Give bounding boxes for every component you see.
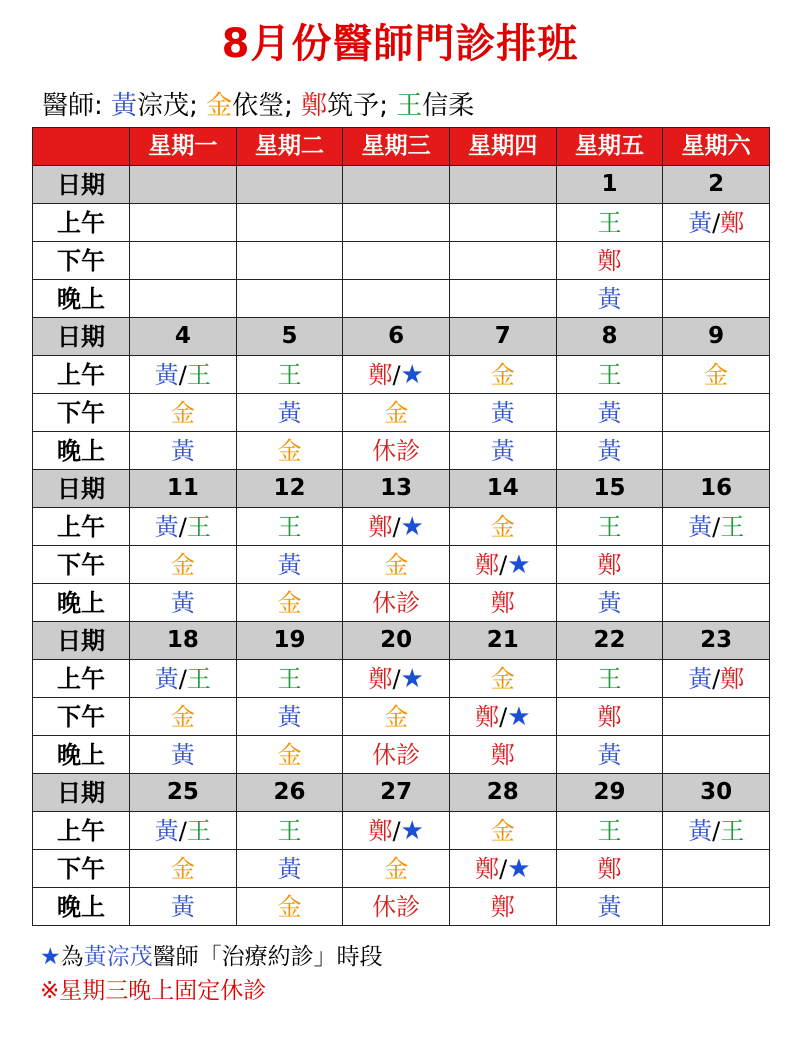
schedule-cell	[130, 850, 237, 888]
schedule-cell	[663, 660, 770, 698]
date-cell: 9	[663, 318, 770, 356]
schedule-cell	[343, 394, 450, 432]
page-title: 8月份醫師門診排班	[221, 21, 579, 67]
slash-separator: /	[178, 512, 187, 541]
doctor-gold: 金	[277, 588, 302, 617]
doctor-yellow: 黃	[170, 740, 195, 769]
doctor-zheng: 鄭	[597, 550, 622, 579]
schedule-cell	[130, 508, 237, 546]
schedule-cell	[236, 546, 343, 584]
am-row	[33, 812, 770, 850]
doctor-zheng: 鄭	[368, 664, 393, 693]
date-cell: 8	[556, 318, 663, 356]
am-row-label: 上午	[33, 660, 130, 698]
pm-row-label: 下午	[33, 546, 130, 584]
schedule-cell	[449, 888, 556, 926]
legend-separator: ;	[284, 91, 302, 121]
schedule-cell	[449, 660, 556, 698]
schedule-cell	[449, 432, 556, 470]
pm-row	[33, 242, 770, 280]
schedule-cell	[130, 356, 237, 394]
date-cell: 28	[449, 774, 556, 812]
slash-separator: /	[712, 208, 721, 237]
schedule-cell	[663, 204, 770, 242]
date-cell: 18	[130, 622, 237, 660]
schedule-cell	[343, 698, 450, 736]
doctor-gold: 金	[277, 892, 302, 921]
date-cell: 11	[130, 470, 237, 508]
slash-separator: /	[178, 816, 187, 845]
schedule-cell	[556, 850, 663, 888]
schedule-cell	[556, 546, 663, 584]
doctor-wang: 王	[597, 816, 622, 845]
schedule-cell	[130, 280, 237, 318]
date-cell: 15	[556, 470, 663, 508]
schedule-cell	[449, 394, 556, 432]
date-row-label: 日期	[33, 774, 130, 812]
weekday-header: 星期三	[343, 128, 450, 166]
date-row-label: 日期	[33, 318, 130, 356]
slash-separator: /	[392, 664, 401, 693]
notes	[40, 940, 383, 1008]
schedule-cell	[236, 356, 343, 394]
doctor-zheng: 鄭	[490, 740, 515, 769]
schedule-cell	[236, 508, 343, 546]
weekday-header: 星期四	[449, 128, 556, 166]
weekday-header: 星期六	[663, 128, 770, 166]
legend-surname-wang: 王	[396, 91, 423, 121]
date-cell: 16	[663, 470, 770, 508]
doctor-gold: 金	[490, 664, 515, 693]
schedule-cell	[663, 432, 770, 470]
star-note	[40, 940, 383, 974]
date-row-label: 日期	[33, 470, 130, 508]
slash-separator: /	[178, 664, 187, 693]
schedule-cell	[343, 850, 450, 888]
date-cell	[449, 166, 556, 204]
schedule-cell	[343, 242, 450, 280]
eve-row-label: 晚上	[33, 432, 130, 470]
doctor-zheng: 鄭	[720, 664, 745, 693]
doctor-zheng: 鄭	[368, 360, 393, 389]
schedule-cell	[449, 736, 556, 774]
am-row	[33, 356, 770, 394]
schedule-cell	[556, 508, 663, 546]
schedule-cell	[343, 508, 450, 546]
date-cell: 22	[556, 622, 663, 660]
date-cell: 25	[130, 774, 237, 812]
am-row-label: 上午	[33, 812, 130, 850]
doctor-zheng: 鄭	[490, 892, 515, 921]
am-row-label: 上午	[33, 508, 130, 546]
schedule-cell	[130, 584, 237, 622]
doctor-wang: 王	[277, 664, 302, 693]
schedule-body	[33, 166, 770, 926]
schedule-cell	[236, 432, 343, 470]
legend-separator: ;	[189, 91, 207, 121]
schedule-cell	[236, 736, 343, 774]
star-note-doctor: 黃淙茂	[83, 944, 153, 970]
date-cell: 5	[236, 318, 343, 356]
schedule-cell	[663, 508, 770, 546]
doctor-yellow: 黃	[277, 398, 302, 427]
star-note-post: 醫師「治療約診」時段	[152, 944, 383, 970]
date-row	[33, 166, 770, 204]
weekday-header: 星期一	[130, 128, 237, 166]
doctor-yellow: 黃	[597, 892, 622, 921]
doctor-yellow: 黃	[597, 740, 622, 769]
am-row	[33, 204, 770, 242]
doctor-gold: 金	[277, 740, 302, 769]
doctor-gold: 金	[490, 360, 515, 389]
schedule-cell	[130, 660, 237, 698]
star-icon: ★	[40, 944, 61, 970]
schedule-cell	[449, 356, 556, 394]
pm-row-label: 下午	[33, 850, 130, 888]
date-cell: 26	[236, 774, 343, 812]
schedule-cell	[343, 280, 450, 318]
date-cell: 13	[343, 470, 450, 508]
doctor-wang: 王	[186, 816, 211, 845]
doctor-wang: 王	[597, 512, 622, 541]
legend-surname-yellow: 黃	[111, 91, 138, 121]
doctor-wang: 王	[720, 512, 745, 541]
schedule-cell	[556, 394, 663, 432]
doctor-yellow: 黃	[277, 854, 302, 883]
star-icon: ★	[400, 511, 424, 542]
doctor-gold: 金	[384, 854, 409, 883]
schedule-cell	[663, 280, 770, 318]
slash-separator: /	[499, 550, 508, 579]
schedule-cell	[236, 204, 343, 242]
doctor-yellow: 黃	[597, 436, 622, 465]
doctor-yellow: 黃	[170, 436, 195, 465]
schedule-cell	[663, 698, 770, 736]
doctor-zheng: 鄭	[597, 702, 622, 731]
schedule-cell	[236, 850, 343, 888]
schedule-cell	[130, 242, 237, 280]
date-cell: 4	[130, 318, 237, 356]
doctor-zheng: 鄭	[475, 550, 500, 579]
doctor-yellow: 黃	[154, 360, 179, 389]
schedule-cell	[343, 736, 450, 774]
schedule-cell	[556, 356, 663, 394]
doctor-yellow: 黃	[688, 816, 713, 845]
date-cell: 20	[343, 622, 450, 660]
doctor-yellow: 黃	[277, 550, 302, 579]
schedule-cell	[236, 280, 343, 318]
schedule-cell	[449, 280, 556, 318]
doctor-wang: 王	[186, 664, 211, 693]
doctor-zheng: 鄭	[368, 816, 393, 845]
schedule-cell	[236, 888, 343, 926]
schedule-cell	[343, 812, 450, 850]
star-icon: ★	[507, 701, 531, 732]
star-icon: ★	[507, 853, 531, 884]
doctor-wang: 王	[720, 816, 745, 845]
slash-separator: /	[392, 816, 401, 845]
date-cell: 23	[663, 622, 770, 660]
doctor-gold: 金	[170, 398, 195, 427]
doctor-gold: 金	[704, 360, 729, 389]
doctor-gold: 金	[277, 436, 302, 465]
date-cell: 7	[449, 318, 556, 356]
slash-separator: /	[392, 360, 401, 389]
schedule-cell	[556, 242, 663, 280]
schedule-cell	[556, 698, 663, 736]
date-cell	[236, 166, 343, 204]
schedule-cell	[663, 356, 770, 394]
doctor-zheng: 鄭	[720, 208, 745, 237]
date-row	[33, 470, 770, 508]
eve-row	[33, 432, 770, 470]
doctor-yellow: 黃	[597, 398, 622, 427]
schedule-cell	[556, 280, 663, 318]
pm-row	[33, 394, 770, 432]
slash-separator: /	[178, 360, 187, 389]
doctor-yellow: 黃	[688, 664, 713, 693]
legend-given-yellow: 淙茂	[137, 91, 190, 121]
pm-row	[33, 546, 770, 584]
eve-row-label: 晚上	[33, 736, 130, 774]
doctor-zheng: 鄭	[597, 246, 622, 275]
doctor-yellow: 黃	[490, 436, 515, 465]
legend-given-gold: 依瑩	[232, 91, 285, 121]
schedule-cell	[130, 698, 237, 736]
weekday-header-row	[33, 128, 770, 166]
legend-surname-gold: 金	[206, 91, 233, 121]
doctor-yellow: 黃	[277, 702, 302, 731]
doctor-yellow: 黃	[154, 512, 179, 541]
date-cell: 30	[663, 774, 770, 812]
pm-row	[33, 698, 770, 736]
schedule-cell	[236, 660, 343, 698]
schedule-cell	[556, 584, 663, 622]
schedule-cell	[236, 812, 343, 850]
doctor-gold: 金	[490, 512, 515, 541]
star-icon: ★	[400, 815, 424, 846]
schedule-cell	[449, 850, 556, 888]
schedule-cell	[130, 812, 237, 850]
doctor-wang: 王	[597, 664, 622, 693]
date-cell: 2	[663, 166, 770, 204]
doctor-zheng: 鄭	[368, 512, 393, 541]
schedule-cell	[343, 356, 450, 394]
schedule-cell	[130, 888, 237, 926]
doctor-gold: 金	[384, 702, 409, 731]
closed-label: 休診	[372, 436, 421, 465]
date-cell: 1	[556, 166, 663, 204]
weekday-header: 星期二	[236, 128, 343, 166]
date-cell: 29	[556, 774, 663, 812]
weekday-header: 星期五	[556, 128, 663, 166]
schedule-cell	[556, 812, 663, 850]
legend-given-zheng: 筑予	[327, 91, 380, 121]
date-cell	[130, 166, 237, 204]
slash-separator: /	[499, 702, 508, 731]
star-icon: ★	[507, 549, 531, 580]
schedule-cell	[130, 432, 237, 470]
header-corner-cell	[33, 128, 130, 166]
doctor-wang: 王	[277, 512, 302, 541]
closed-label: 休診	[372, 740, 421, 769]
doctor-wang: 王	[277, 816, 302, 845]
doctor-wang: 王	[186, 360, 211, 389]
date-cell: 12	[236, 470, 343, 508]
eve-row	[33, 888, 770, 926]
star-icon: ★	[400, 359, 424, 390]
schedule-cell	[556, 888, 663, 926]
am-row	[33, 660, 770, 698]
legend-prefix: 醫師:	[42, 91, 112, 121]
schedule-cell	[663, 546, 770, 584]
doctor-zheng: 鄭	[490, 588, 515, 617]
date-cell: 19	[236, 622, 343, 660]
schedule-cell	[343, 546, 450, 584]
slash-separator: /	[499, 854, 508, 883]
doctor-gold: 金	[384, 398, 409, 427]
schedule-cell	[556, 204, 663, 242]
date-cell: 27	[343, 774, 450, 812]
doctor-yellow: 黃	[597, 284, 622, 313]
date-row	[33, 774, 770, 812]
doctor-yellow: 黃	[688, 208, 713, 237]
schedule-cell	[449, 812, 556, 850]
schedule-cell	[556, 660, 663, 698]
eve-row	[33, 736, 770, 774]
doctor-zheng: 鄭	[475, 854, 500, 883]
date-row-label: 日期	[33, 622, 130, 660]
doctor-yellow: 黃	[154, 664, 179, 693]
pm-row-label: 下午	[33, 242, 130, 280]
doctor-wang: 王	[597, 360, 622, 389]
closed-label: 休診	[372, 892, 421, 921]
schedule-cell	[663, 394, 770, 432]
doctor-yellow: 黃	[170, 892, 195, 921]
am-row-label: 上午	[33, 356, 130, 394]
doctor-yellow: 黃	[154, 816, 179, 845]
legend-separator: ;	[379, 91, 397, 121]
star-icon: ★	[400, 663, 424, 694]
slash-separator: /	[712, 664, 721, 693]
schedule-cell	[663, 584, 770, 622]
schedule-cell	[556, 736, 663, 774]
date-row	[33, 622, 770, 660]
date-row	[33, 318, 770, 356]
schedule-cell	[236, 698, 343, 736]
schedule-cell	[343, 660, 450, 698]
closed-label: 休診	[372, 588, 421, 617]
doctor-yellow: 黃	[597, 588, 622, 617]
am-row	[33, 508, 770, 546]
schedule-cell	[130, 394, 237, 432]
doctor-gold: 金	[384, 550, 409, 579]
schedule-cell	[663, 736, 770, 774]
eve-row	[33, 280, 770, 318]
doctor-gold: 金	[490, 816, 515, 845]
schedule-cell	[449, 242, 556, 280]
schedule-cell	[130, 204, 237, 242]
doctor-wang: 王	[277, 360, 302, 389]
doctor-gold: 金	[170, 702, 195, 731]
pm-row-label: 下午	[33, 698, 130, 736]
schedule-cell	[449, 546, 556, 584]
slash-separator: /	[392, 512, 401, 541]
schedule-cell	[556, 432, 663, 470]
schedule-cell	[343, 204, 450, 242]
doctor-yellow: 黃	[170, 588, 195, 617]
slash-separator: /	[712, 816, 721, 845]
schedule-table	[32, 127, 770, 926]
legend-surname-zheng: 鄭	[301, 91, 328, 121]
schedule-cell	[343, 584, 450, 622]
schedule-cell	[663, 850, 770, 888]
eve-row-label: 晚上	[33, 888, 130, 926]
pm-row	[33, 850, 770, 888]
schedule-cell	[449, 508, 556, 546]
doctor-legend	[42, 86, 474, 126]
schedule-cell	[236, 394, 343, 432]
doctor-gold: 金	[170, 854, 195, 883]
wednesday-closed-note: ※星期三晚上固定休診	[40, 978, 267, 1004]
schedule-cell	[130, 736, 237, 774]
eve-row	[33, 584, 770, 622]
pm-row-label: 下午	[33, 394, 130, 432]
legend-given-wang: 信柔	[422, 91, 475, 121]
doctor-gold: 金	[170, 550, 195, 579]
schedule-cell	[449, 584, 556, 622]
schedule-cell	[236, 584, 343, 622]
schedule-cell	[449, 698, 556, 736]
schedule-cell	[663, 242, 770, 280]
doctor-wang: 王	[597, 208, 622, 237]
doctor-wang: 王	[186, 512, 211, 541]
date-cell: 14	[449, 470, 556, 508]
doctor-zheng: 鄭	[597, 854, 622, 883]
schedule-cell	[449, 204, 556, 242]
date-cell	[343, 166, 450, 204]
eve-row-label: 晚上	[33, 584, 130, 622]
date-cell: 21	[449, 622, 556, 660]
schedule-cell	[236, 242, 343, 280]
schedule-cell	[663, 888, 770, 926]
date-row-label: 日期	[33, 166, 130, 204]
schedule-cell	[663, 812, 770, 850]
slash-separator: /	[712, 512, 721, 541]
schedule-cell	[130, 546, 237, 584]
am-row-label: 上午	[33, 204, 130, 242]
doctor-zheng: 鄭	[475, 702, 500, 731]
doctor-yellow: 黃	[688, 512, 713, 541]
doctor-yellow: 黃	[490, 398, 515, 427]
eve-row-label: 晚上	[33, 280, 130, 318]
schedule-cell	[343, 432, 450, 470]
date-cell: 6	[343, 318, 450, 356]
star-note-pre: 為	[60, 944, 84, 970]
schedule-cell	[343, 888, 450, 926]
